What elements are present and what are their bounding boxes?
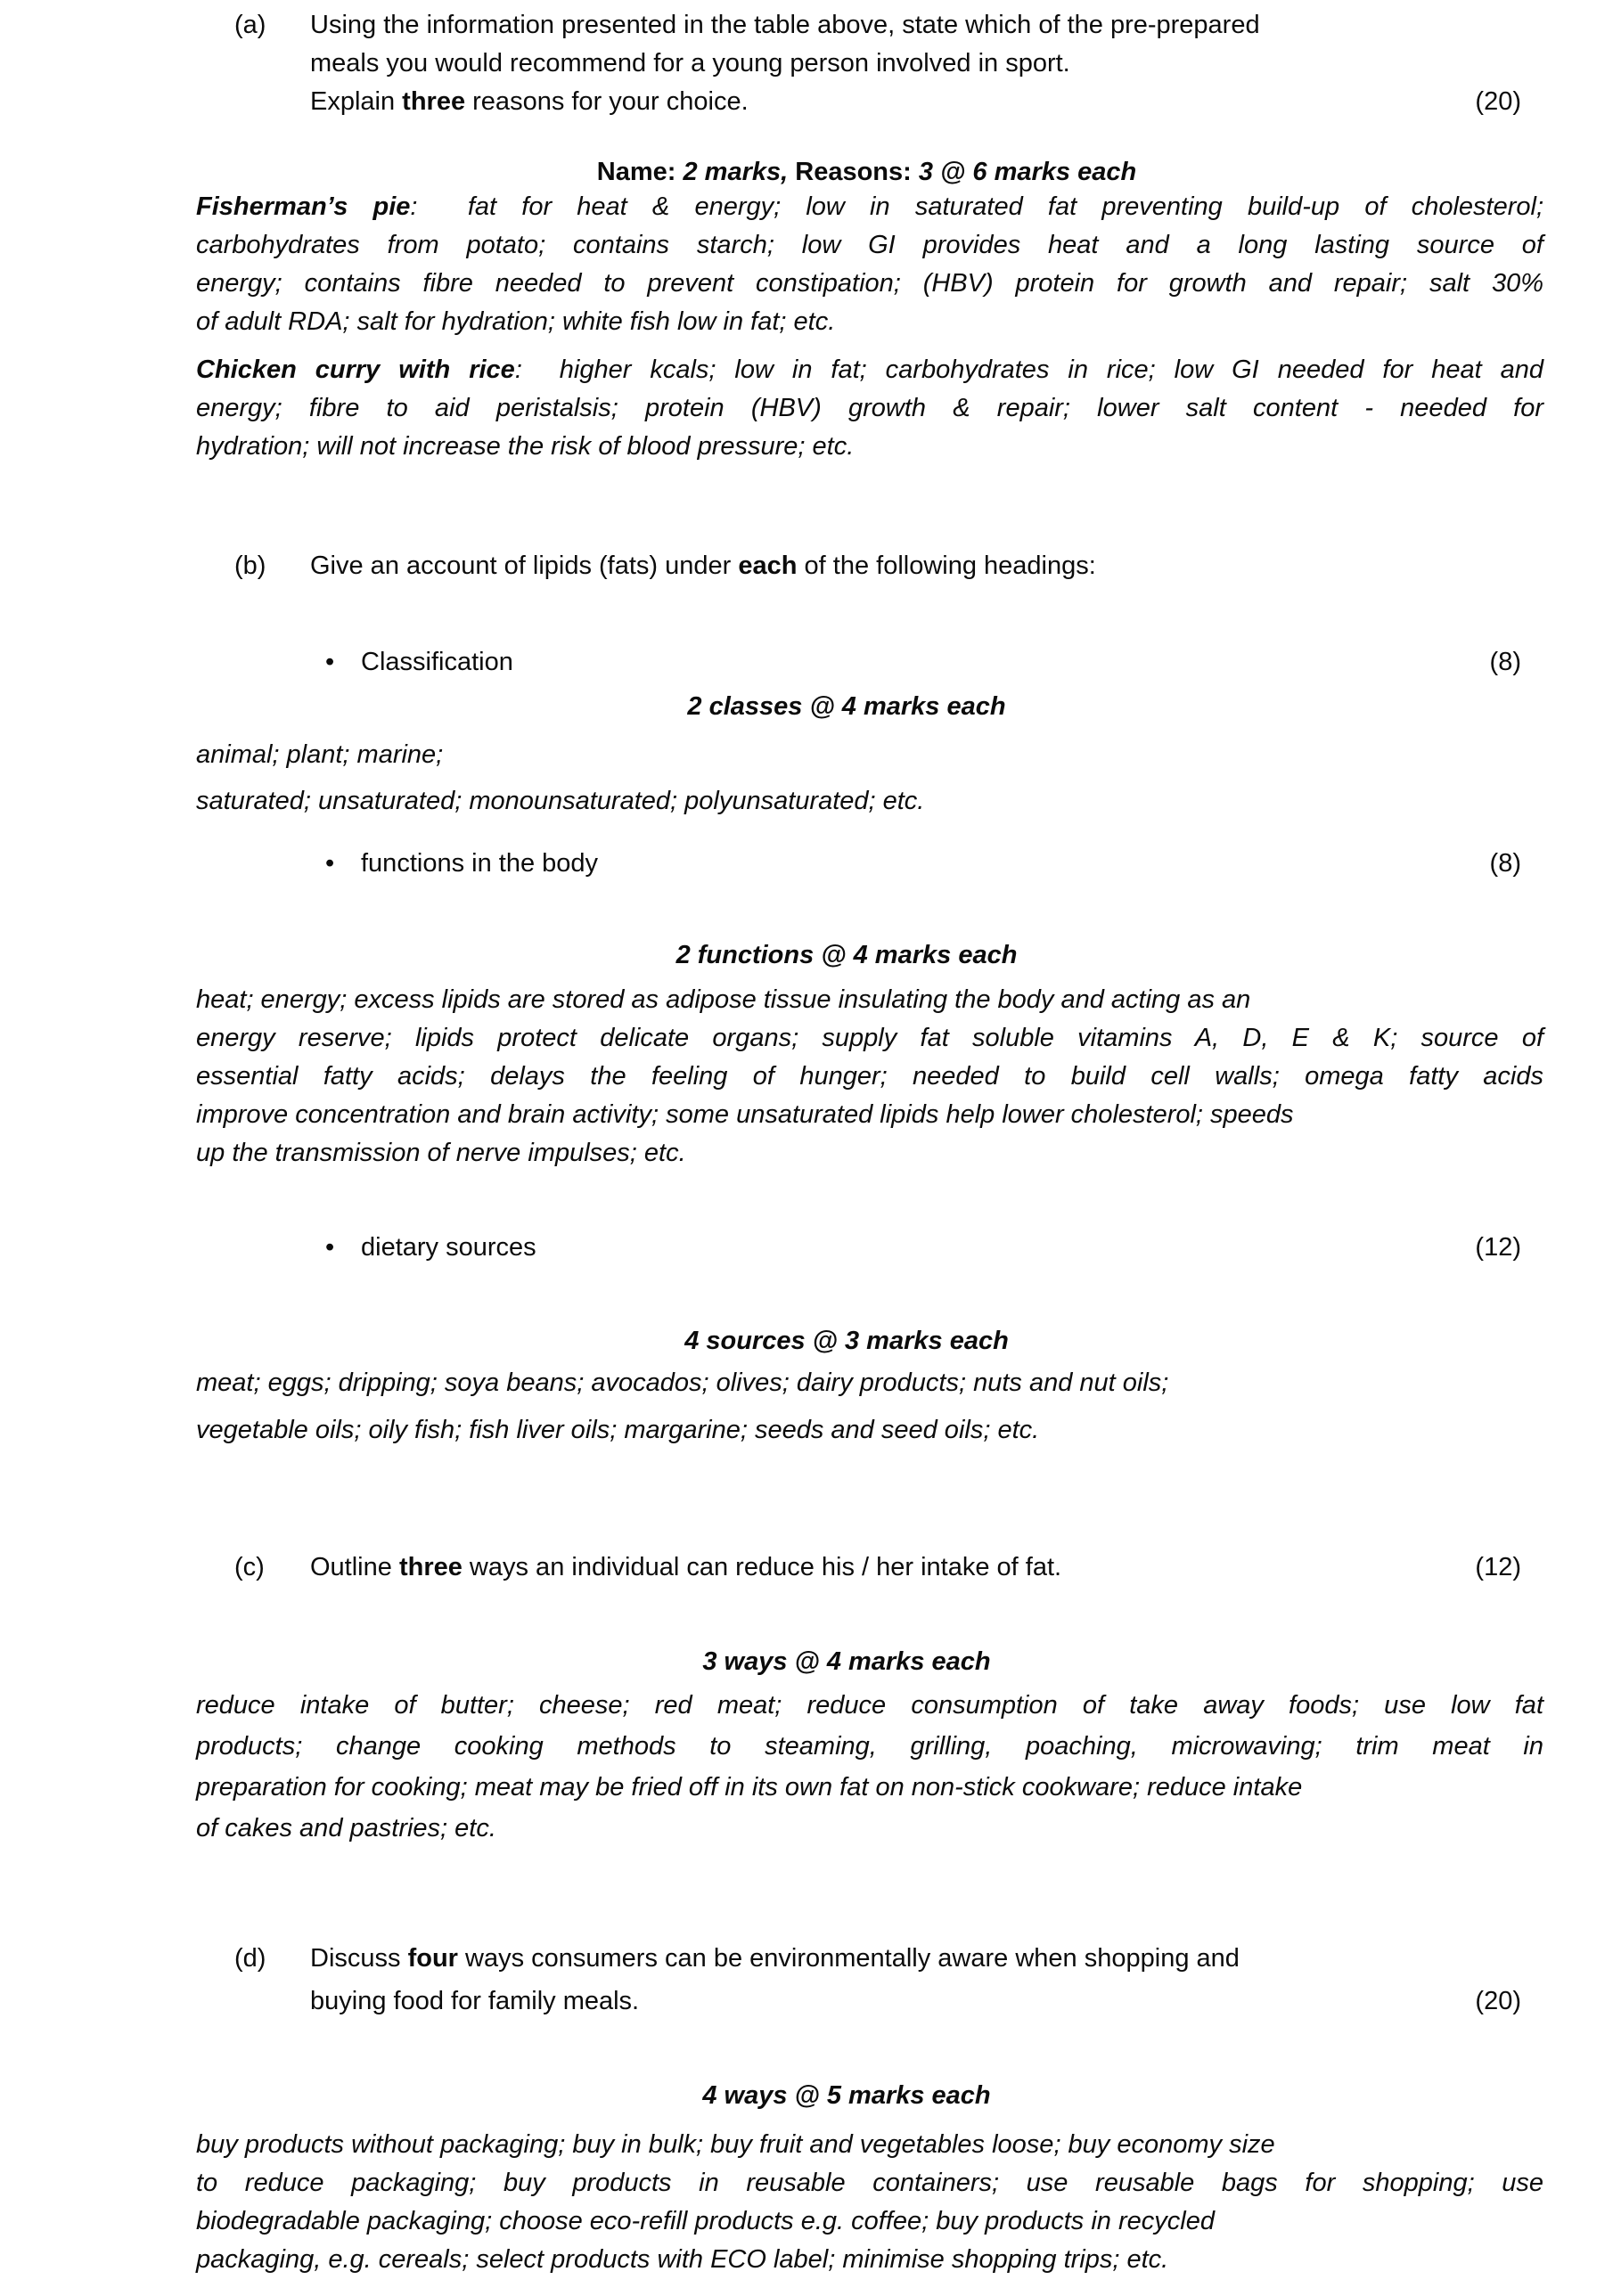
scheme-a-chicken-line-1 bbox=[196, 351, 1543, 389]
question-a-label: (a) bbox=[234, 11, 266, 39]
dietary-sources-marks: (12) bbox=[1475, 1233, 1521, 1262]
scheme-dietary-heading: 4 sources @ 3 marks each bbox=[684, 1327, 1009, 1355]
question-c-pre: Outline bbox=[310, 1553, 399, 1581]
question-a-marks: (20) bbox=[1475, 87, 1521, 116]
question-d-pre: Discuss bbox=[310, 1944, 408, 1973]
scheme-classification-heading: 2 classes @ 4 marks each bbox=[687, 692, 1006, 721]
scheme-a-fisherman-line-4: of adult RDA; salt for hydration; white fish low in fat; etc. bbox=[196, 307, 836, 336]
question-a-line-3-post: reasons for your choice. bbox=[465, 87, 749, 116]
scheme-a-fisherman-line-2: carbohydrates from potato; contains starch; low GI provides heat and a long lasting source of bbox=[196, 231, 1543, 259]
scheme-functions-line-5: up the transmission of nerve impulses; etc. bbox=[196, 1139, 686, 1167]
question-d-line-2: buying food for family meals. bbox=[310, 1987, 640, 2015]
question-b-line bbox=[310, 547, 1096, 585]
scheme-a-fisherman-line-3: energy; contains fibre needed to prevent constipation; (HBV) protein for growth and repair; salt 30% bbox=[196, 269, 1543, 298]
question-a-line-3 bbox=[310, 83, 749, 121]
question-d-bold: four bbox=[407, 1944, 458, 1973]
scheme-a-fisherman-label: Fisherman’s pie bbox=[196, 192, 411, 221]
scheme-classification-line-1: animal; plant; marine; bbox=[196, 740, 444, 769]
classification-marks: (8) bbox=[1489, 648, 1521, 676]
question-c-label: (c) bbox=[234, 1553, 265, 1581]
scheme-d-line-4: packaging, e.g. cereals; select products with ECO label; minimise shopping trips; etc. bbox=[196, 2245, 1169, 2274]
bullet-icon: • bbox=[325, 1233, 335, 1262]
scheme-c-heading: 3 ways @ 4 marks each bbox=[702, 1647, 991, 1676]
scheme-a-heading bbox=[196, 153, 1537, 192]
scheme-a-heading-name-label: Name: bbox=[596, 158, 684, 186]
scheme-a-chicken-line-2: energy; fibre to aid peristalsis; protein (HBV) growth & repair; lower salt content - needed for bbox=[196, 394, 1543, 422]
bullet-icon: • bbox=[325, 849, 335, 878]
question-a-line-2: meals you would recommend for a young person involved in sport. bbox=[310, 49, 1070, 78]
bullet-item-functions: functions in the body bbox=[361, 849, 599, 878]
functions-marks: (8) bbox=[1489, 849, 1521, 878]
question-a-line-1: Using the information presented in the table above, state which of the pre-prepared bbox=[310, 11, 1260, 39]
question-c-bold: three bbox=[398, 1553, 463, 1581]
question-d-line-1 bbox=[310, 1937, 1240, 1980]
bullet-item-dietary-sources: dietary sources bbox=[361, 1233, 536, 1262]
question-b-post: of the following headings: bbox=[797, 552, 1096, 580]
question-a-line-3-pre: Explain bbox=[310, 87, 403, 116]
scheme-functions-line-4: improve concentration and brain activity; some unsaturated lipids help lower cholesterol; speeds bbox=[196, 1100, 1294, 1129]
scheme-functions-line-3: essential fatty acids; delays the feeling of hunger; needed to build cell walls; omega fatty acids bbox=[196, 1062, 1543, 1091]
scheme-classification-line-2: saturated; unsaturated; monounsaturated; polyunsaturated; etc. bbox=[196, 787, 925, 815]
scheme-c-line-1: reduce intake of butter; cheese; red meat; reduce consumption of take away foods; use low fat bbox=[196, 1691, 1543, 1720]
scheme-a-fisherman-line-1 bbox=[196, 188, 1543, 226]
scheme-c-line-3: preparation for cooking; meat may be fried off in its own fat on non-stick cookware; reduce intake bbox=[196, 1773, 1303, 1802]
scheme-c-line-2: products; change cooking methods to steaming, grilling, poaching, microwaving; trim meat in bbox=[196, 1732, 1543, 1761]
scheme-d-line-1: buy products without packaging; buy in bulk; buy fruit and vegetables loose; buy economy size bbox=[196, 2130, 1275, 2159]
question-c-post: ways an individual can reduce his / her intake of fat. bbox=[462, 1553, 1062, 1581]
question-d-marks: (20) bbox=[1475, 1987, 1521, 2015]
question-c-line bbox=[310, 1548, 1061, 1587]
scheme-a-chicken-line-3: hydration; will not increase the risk of blood pressure; etc. bbox=[196, 432, 855, 461]
scheme-dietary-line-1: meat; eggs; dripping; soya beans; avocados; olives; dairy products; nuts and nut oils; bbox=[196, 1369, 1169, 1397]
question-c-marks: (12) bbox=[1475, 1553, 1521, 1581]
question-d-label: (d) bbox=[234, 1944, 266, 1973]
question-b-pre: Give an account of lipids (fats) under bbox=[310, 552, 739, 580]
scheme-a-fisherman-line-1-rest: : fat for heat & energy; low in saturated fat preventing build-up of cholesterol; bbox=[410, 192, 1543, 221]
scheme-c-line-4: of cakes and pastries; etc. bbox=[196, 1814, 496, 1843]
scheme-dietary-line-2: vegetable oils; oily fish; fish liver oils; margarine; seeds and seed oils; etc. bbox=[196, 1416, 1040, 1444]
scheme-a-heading-reasons-label: Reasons: bbox=[795, 158, 919, 186]
question-a-line-3-bold: three bbox=[402, 87, 466, 116]
scheme-functions-line-2: energy reserve; lipids protect delicate organs; supply fat soluble vitamins A, D, E & K; source of bbox=[196, 1024, 1543, 1052]
bullet-item-classification: Classification bbox=[361, 648, 513, 676]
scheme-functions-line-1: heat; energy; excess lipids are stored as adipose tissue insulating the body and acting as an bbox=[196, 985, 1251, 1014]
scheme-d-heading: 4 ways @ 5 marks each bbox=[702, 2081, 991, 2110]
scheme-a-heading-reasons-marks: 3 @ 6 marks each bbox=[918, 158, 1137, 186]
scheme-a-chicken-line-1-rest: : higher kcals; low in fat; carbohydrates in rice; low GI needed for heat and bbox=[514, 355, 1543, 384]
scheme-d-line-2: to reduce packaging; buy products in reusable containers; use reusable bags for shopping; use bbox=[196, 2169, 1543, 2197]
question-b-label: (b) bbox=[234, 552, 266, 580]
scheme-a-chicken-label: Chicken curry with rice bbox=[196, 355, 515, 384]
scheme-a-heading-name-marks: 2 marks, bbox=[683, 158, 796, 186]
scheme-d-line-3: biodegradable packaging; choose eco-refill products e.g. coffee; buy products in recycled bbox=[196, 2207, 1215, 2235]
scheme-functions-heading: 2 functions @ 4 marks each bbox=[675, 941, 1018, 969]
bullet-icon: • bbox=[325, 648, 335, 676]
question-b-bold: each bbox=[738, 552, 798, 580]
question-d-post: ways consumers can be environmentally aware when shopping and bbox=[457, 1944, 1240, 1973]
